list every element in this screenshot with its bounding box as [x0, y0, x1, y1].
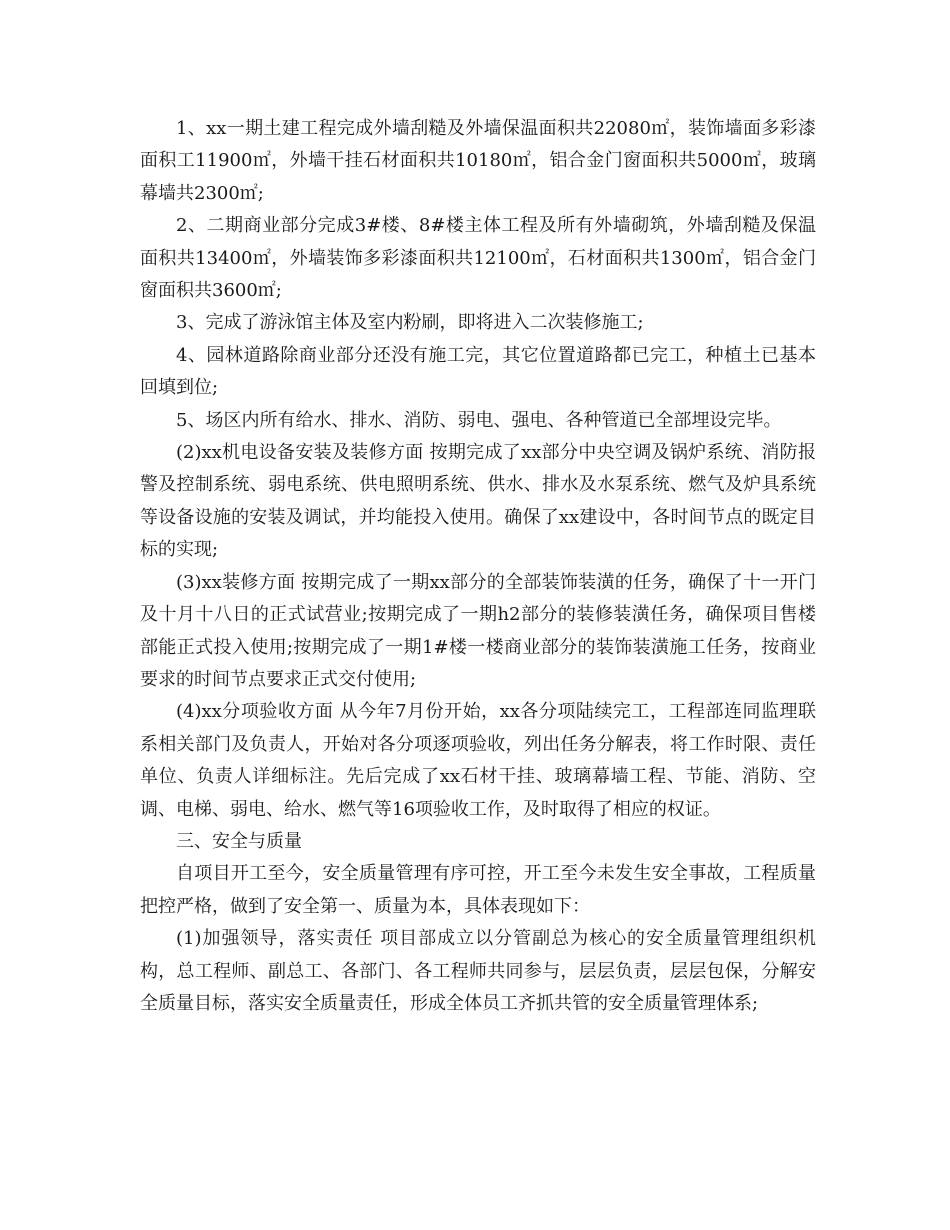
- section-heading-safety-quality: 三、安全与质量: [176, 830, 302, 852]
- paragraph-leadership: (1)加强领导，落实责任 项目部成立以分管副总为核心的安全质量管理组织机构，总工程师、副总工、各部门、各工程师共同参与，层层负责，层层包保，分解安全质量目标，落实安全质量责任，形成全体员工齐抓共管的安全质量管理体系;: [140, 928, 816, 1014]
- paragraph-mep-installation: (2)xx机电设备安装及装修方面 按期完成了xx部分中央空调及锅炉系统、消防报警及控制系统、弱电系统、供电照明系统、供水、排水及水泵系统、燃气及炉具系统等设备设施的安装及调试，并均能投入使用。确保了xx建设中，各时间节点的既定目标的实现;: [140, 442, 816, 561]
- paragraph-acceptance: (4)xx分项验收方面 从今年7月份开始，xx各分项陆续完工，工程部连同监理联系相关部门及负责人，开始对各分项逐项验收，列出任务分解表，将工作时限、责任单位、负责人详细标注。先后完成了xx石材干挂、玻璃幕墙工程、节能、消防、空调、电梯、弱电、给水、燃气等16项验收工作，及时取得了相应的权证。: [140, 701, 816, 820]
- paragraph-item-1: 1、xx一期土建工程完成外墙刮糙及外墙保温面积共22080㎡，装饰墙面多彩漆面积工11900㎡，外墙干挂石材面积共10180㎡，铝合金门窗面积共5000㎡，玻璃幕墙共2300㎡;: [140, 118, 816, 204]
- paragraph-item-5: 5、场区内所有给水、排水、消防、弱电、强电、各种管道已全部埋设完毕。: [176, 409, 782, 431]
- paragraph-decoration: (3)xx装修方面 按期完成了一期xx部分的全部装饰装潢的任务，确保了十一开门及十月十八日的正式试营业;按期完成了一期h2部分的装修装潢任务，确保项目售楼部能正式投入使用;按期完成了一期1#楼一楼商业部分的装饰装潢施工任务，按商业要求的时间节点要求正式交付使用;: [140, 571, 816, 690]
- paragraph-item-3: 3、完成了游泳馆主体及室内粉刷，即将进入二次装修施工;: [176, 312, 644, 334]
- paragraph-safety-intro: 自项目开工至今，安全质量管理有序可控，开工至今未发生安全事故，工程质量把控严格，做到了安全第一、质量为本，具体表现如下：: [140, 863, 816, 917]
- document-page: [140, 113, 816, 1020]
- paragraph-item-4: 4、园林道路除商业部分还没有施工完，其它位置道路都已完工，种植土已基本回填到位;: [140, 344, 816, 399]
- paragraph-item-2: 2、二期商业部分完成3#楼、8#楼主体工程及所有外墙砌筑，外墙刮糙及保温面积共13400㎡，外墙装饰多彩漆面积共12100㎡，石材面积共1300㎡，铝合金门窗面积共3600㎡;: [140, 215, 816, 302]
